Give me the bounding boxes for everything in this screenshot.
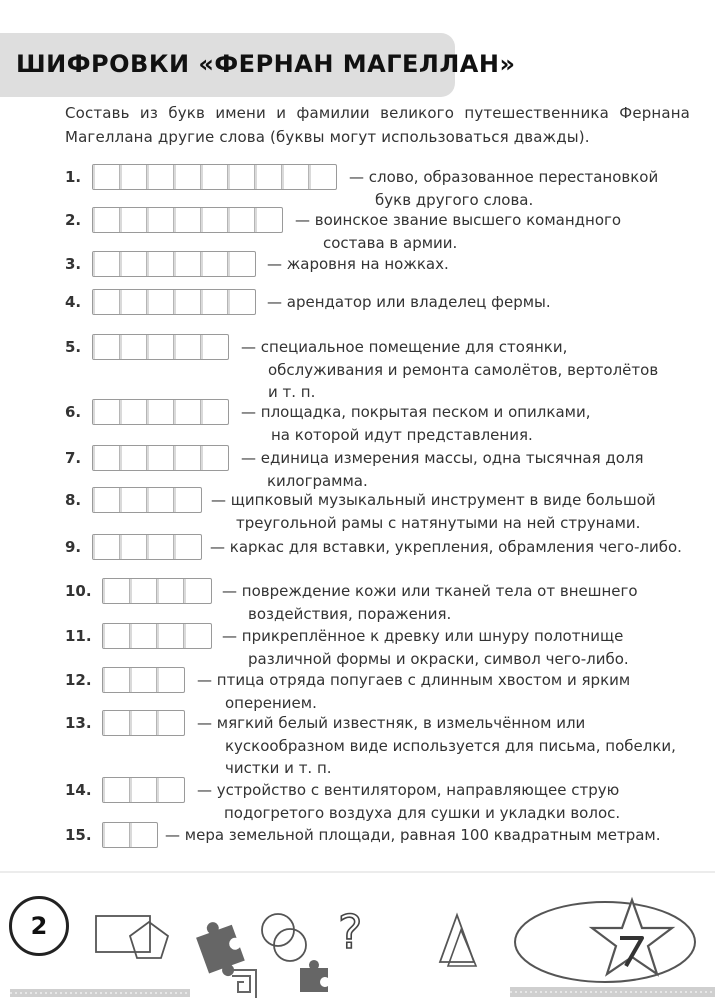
item-definition xyxy=(267,253,449,276)
letter-box[interactable] xyxy=(228,208,255,232)
letter-boxes[interactable] xyxy=(102,710,185,736)
letter-boxes[interactable] xyxy=(102,667,185,693)
item-number: 3. xyxy=(65,255,82,273)
letter-boxes[interactable] xyxy=(92,334,229,360)
item-definition xyxy=(241,336,658,404)
letter-box[interactable] xyxy=(120,446,147,470)
item-definition xyxy=(241,401,590,446)
question-mark-icon xyxy=(338,905,362,959)
letter-box[interactable] xyxy=(93,252,120,276)
item-definition xyxy=(197,712,676,780)
letter-box[interactable] xyxy=(147,400,174,424)
definition-line: — специальное помещение для стоянки, xyxy=(241,338,568,356)
letter-box[interactable] xyxy=(174,535,201,559)
letter-box[interactable] xyxy=(255,165,282,189)
letter-box[interactable] xyxy=(93,335,120,359)
item-number: 6. xyxy=(65,403,82,421)
letter-box[interactable] xyxy=(93,290,120,314)
letter-box[interactable] xyxy=(174,400,201,424)
definition-line: и т. п. xyxy=(268,383,316,401)
letter-box[interactable] xyxy=(147,165,174,189)
definition-line: чистки и т. п. xyxy=(225,759,332,777)
definition-line: состава в армии. xyxy=(323,233,458,252)
letter-boxes[interactable] xyxy=(92,399,229,425)
letter-box[interactable] xyxy=(174,335,201,359)
item-number: 2. xyxy=(65,211,82,229)
page-number: 2 xyxy=(9,896,69,956)
letter-box[interactable] xyxy=(309,165,336,189)
definition-line: на которой идут представления. xyxy=(271,425,533,444)
letter-boxes[interactable] xyxy=(92,164,337,190)
definition-line: килограмма. xyxy=(267,471,368,490)
definition-line: — повреждение кожи или тканей тела от внешнего xyxy=(222,582,638,600)
definition-line: — прикреплённое к древку или шнуру полотнище xyxy=(222,627,624,645)
item-definition xyxy=(197,669,630,714)
letter-box[interactable] xyxy=(120,535,147,559)
letter-box[interactable] xyxy=(201,335,228,359)
puzzle-piece-small-icon xyxy=(300,960,328,992)
definition-line: — щипковый музыкальный инструмент в виде большой xyxy=(211,491,656,509)
item-definition xyxy=(197,779,620,824)
item-definition xyxy=(210,536,682,559)
definition-line: — мера земельной площади, равная 100 квадратным метрам. xyxy=(165,826,661,844)
letter-box[interactable] xyxy=(147,488,174,512)
letter-box[interactable] xyxy=(228,165,255,189)
item-number: 12. xyxy=(65,671,92,689)
item-definition xyxy=(295,209,621,254)
definition-line: кускообразном виде используется для письма, побелки, xyxy=(225,736,676,755)
letter-box[interactable] xyxy=(201,446,228,470)
letter-boxes[interactable] xyxy=(92,289,256,315)
letter-box[interactable] xyxy=(103,579,130,603)
definition-line: оперением. xyxy=(225,693,317,712)
letter-box[interactable] xyxy=(201,165,228,189)
letter-box[interactable] xyxy=(120,488,147,512)
definition-line: — площадка, покрытая песком и опилками, xyxy=(241,403,591,421)
definition-line: различной формы и окраски, символ чего-либо. xyxy=(248,649,629,668)
letter-box[interactable] xyxy=(157,624,184,648)
item-definition xyxy=(165,824,661,847)
item-number: 10. xyxy=(65,582,92,600)
letter-box[interactable] xyxy=(93,400,120,424)
letter-boxes[interactable] xyxy=(102,777,185,803)
item-definition xyxy=(222,580,638,625)
letter-box[interactable] xyxy=(174,208,201,232)
item-number: 5. xyxy=(65,338,82,356)
letter-box[interactable] xyxy=(93,488,120,512)
definition-line: подогретого воздуха для сушки и укладки волос. xyxy=(224,803,621,822)
item-number: 14. xyxy=(65,781,92,799)
letter-box[interactable] xyxy=(93,446,120,470)
letter-box[interactable] xyxy=(157,579,184,603)
letter-box[interactable] xyxy=(93,535,120,559)
item-definition xyxy=(267,291,551,314)
intro-text: Составь из букв имени и фамилии великого путешественника Фернана Магеллана другие слова (буквы могут использоваться дважды). xyxy=(65,104,690,146)
item-number: 1. xyxy=(65,168,82,186)
item-definition xyxy=(349,166,658,211)
svg-text:?: ? xyxy=(338,905,363,959)
letter-box[interactable] xyxy=(103,711,130,735)
letter-boxes[interactable] xyxy=(92,534,202,560)
letter-box[interactable] xyxy=(130,668,157,692)
item-number: 9. xyxy=(65,538,82,556)
letter-box[interactable] xyxy=(201,252,228,276)
letter-box[interactable] xyxy=(103,624,130,648)
definition-line: букв другого слова. xyxy=(375,190,534,209)
letter-box[interactable] xyxy=(157,711,184,735)
letter-box[interactable] xyxy=(130,579,157,603)
letter-box[interactable] xyxy=(103,778,130,802)
item-number: 13. xyxy=(65,714,92,732)
letter-box[interactable] xyxy=(130,624,157,648)
letter-box[interactable] xyxy=(201,208,228,232)
letter-box[interactable] xyxy=(228,252,255,276)
letter-box[interactable] xyxy=(228,290,255,314)
definition-line: — единица измерения массы, одна тысячная доля xyxy=(241,449,644,467)
letter-boxes[interactable] xyxy=(102,822,158,848)
letter-boxes[interactable] xyxy=(92,487,202,513)
letter-boxes[interactable] xyxy=(92,445,229,471)
definition-line: — воинское звание высшего командного xyxy=(295,211,622,229)
item-number: 11. xyxy=(65,627,92,645)
definition-line: — мягкий белый известняк, в измельчённом или xyxy=(197,714,586,732)
letter-box[interactable] xyxy=(120,252,147,276)
letter-boxes[interactable] xyxy=(102,623,212,649)
letter-box[interactable] xyxy=(174,446,201,470)
item-definition xyxy=(211,489,656,534)
definition-line: — жаровня на ножках. xyxy=(267,255,449,273)
page-title: ШИФРОВКИ «ФЕРНАН МАГЕЛЛАН» xyxy=(16,50,516,78)
letter-box[interactable] xyxy=(174,290,201,314)
puzzle-piece-icon xyxy=(193,916,248,982)
item-number: 15. xyxy=(65,826,92,844)
letter-box[interactable] xyxy=(184,624,211,648)
letter-box[interactable] xyxy=(255,208,282,232)
definition-line: — арендатор или владелец фермы. xyxy=(267,293,551,311)
letter-box[interactable] xyxy=(93,208,120,232)
item-number: 4. xyxy=(65,293,82,311)
definition-line: — устройство с вентилятором, направляющее струю xyxy=(197,781,620,799)
definition-line: обслуживания и ремонта самолётов, вертолётов xyxy=(268,360,659,379)
item-number: 8. xyxy=(65,491,82,509)
letter-box[interactable] xyxy=(147,290,174,314)
item-definition xyxy=(241,447,644,492)
letter-box[interactable] xyxy=(147,252,174,276)
letter-box[interactable] xyxy=(130,778,157,802)
oval-shape-icon xyxy=(515,902,695,982)
item-number: 7. xyxy=(65,449,82,467)
letter-box[interactable] xyxy=(282,165,309,189)
letter-box[interactable] xyxy=(103,823,130,847)
letter-box[interactable] xyxy=(174,165,201,189)
definition-line: воздействия, поражения. xyxy=(248,604,452,623)
letter-box[interactable] xyxy=(93,165,120,189)
letter-box[interactable] xyxy=(147,446,174,470)
letter-box[interactable] xyxy=(120,290,147,314)
letter-box[interactable] xyxy=(147,535,174,559)
rectangle-shape-icon xyxy=(96,916,150,952)
item-definition xyxy=(222,625,629,670)
letter-box[interactable] xyxy=(157,668,184,692)
definition-line: — каркас для вставки, укрепления, обрамления чего-либо. xyxy=(210,538,682,556)
letter-box[interactable] xyxy=(103,668,130,692)
letter-box[interactable] xyxy=(157,778,184,802)
definition-line: — слово, образованное перестановкой xyxy=(349,168,659,186)
letter-box[interactable] xyxy=(201,400,228,424)
letter-box[interactable] xyxy=(120,335,147,359)
letter-boxes[interactable] xyxy=(92,251,256,277)
letter-box[interactable] xyxy=(120,165,147,189)
definition-line: треугольной рамы с натянутыми на ней струнами. xyxy=(236,513,641,532)
letter-box[interactable] xyxy=(120,400,147,424)
letter-box[interactable] xyxy=(184,579,211,603)
letter-box[interactable] xyxy=(120,208,147,232)
letter-box[interactable] xyxy=(130,711,157,735)
letter-boxes[interactable] xyxy=(102,578,212,604)
footer-decoration xyxy=(0,870,715,1000)
letter-box[interactable] xyxy=(147,335,174,359)
definition-line: — птица отряда попугаев с длинным хвостом и ярким xyxy=(197,671,631,689)
letter-box[interactable] xyxy=(174,488,201,512)
overlapping-circles-icon xyxy=(262,914,306,961)
letter-box[interactable] xyxy=(201,290,228,314)
letter-box[interactable] xyxy=(174,252,201,276)
letter-box[interactable] xyxy=(130,823,157,847)
triangle-shape-icon xyxy=(440,915,476,966)
letter-box[interactable] xyxy=(147,208,174,232)
letter-boxes[interactable] xyxy=(92,207,283,233)
